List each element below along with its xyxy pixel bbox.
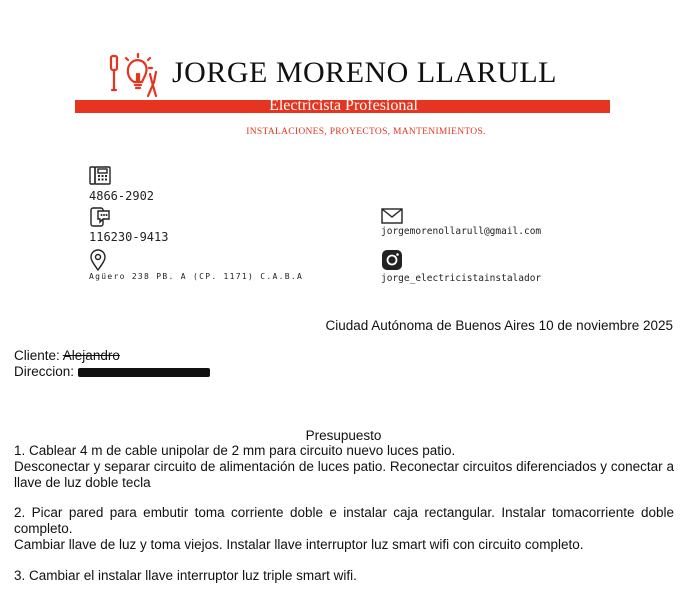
services-tagline: INSTALACIONES, PROYECTOS, MANTENIMIENTOS. xyxy=(246,127,486,137)
instagram-handle: jorge_electricistainstalador xyxy=(381,273,542,284)
chat-phone-icon xyxy=(89,206,111,228)
item-2-line-2: Cambiar llave de luz y toma viejos. Instalar llave interruptor luz smart wifi con circuito completo. xyxy=(14,537,584,552)
profession-title: Electricista Profesional xyxy=(269,97,418,114)
budget-item-1 xyxy=(14,443,674,491)
instagram-icon xyxy=(381,249,403,271)
item-1-line-1: 1. Cablear 4 m de cable unipolar de 2 mm para circuito nuevo luces patio. xyxy=(14,443,456,458)
place-date: Ciudad Autónoma de Buenos Aires 10 de noviembre 2025 xyxy=(325,318,673,333)
item-2-line-1: 2. Picar pared para embutir toma corriente doble e instalar caja rectangular. Instalar tomacorriente doble completo. xyxy=(14,505,674,536)
envelope-icon xyxy=(381,208,403,224)
brand-name: JORGE MORENO LLARULL xyxy=(172,56,557,89)
email-text: jorgemorenollarull@gmail.com xyxy=(381,226,542,237)
item-1-line-2: Desconectar y separar circuito de alimentación de luces patio. Reconectar circuitos diferenciados y conectar a llave de luz doble tecla xyxy=(14,459,674,490)
client-label: Cliente: xyxy=(14,348,60,363)
telephone-icon xyxy=(89,164,111,186)
address-line xyxy=(14,364,210,379)
electrician-tools-icon xyxy=(108,52,160,98)
address-label: Direccion: xyxy=(14,364,75,379)
budget-item-2 xyxy=(14,505,674,553)
budget-title: Presupuesto xyxy=(305,428,382,443)
address-text: Agüero 238 PB. A (CP. 1171) C.A.B.A xyxy=(89,272,304,281)
location-pin-icon xyxy=(89,249,107,271)
client-name: Alejandro xyxy=(62,348,120,363)
budget-item-3 xyxy=(14,568,674,584)
client-line xyxy=(14,348,120,363)
landline-number: 4866-2902 xyxy=(89,189,155,203)
item-3-line-1: 3. Cambiar el instalar llave interruptor luz triple smart wifi. xyxy=(14,568,357,583)
redacted-address xyxy=(78,368,210,377)
mobile-number: 116230-9413 xyxy=(89,230,169,244)
